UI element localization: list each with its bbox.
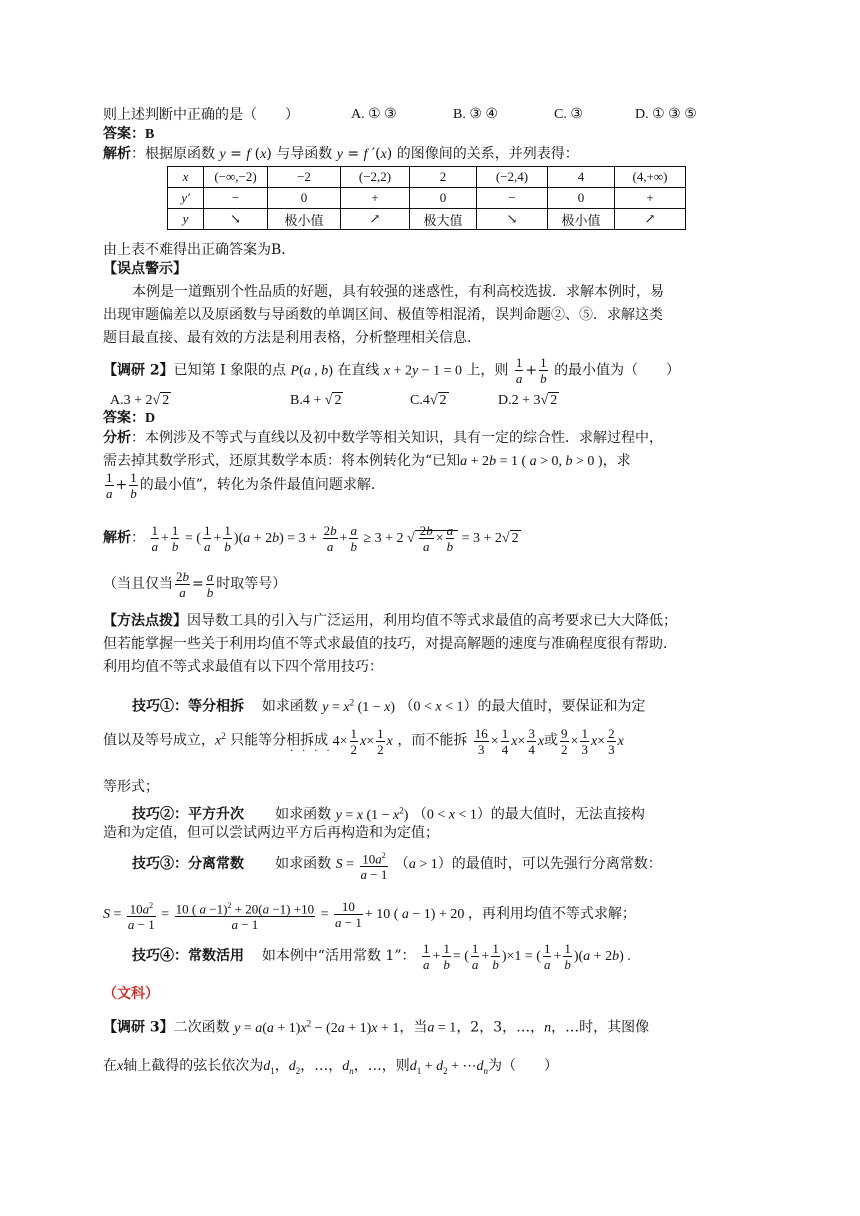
q2-solution-line: 解析： $\frac{1}{a}$ + $\frac{1}{b}$ = ( $\frac{1}{a}$ + $\frac{1}{b}$ )(a + 2b) = 3 + $\frac{2b}{a}$ + $\frac{a}{b}$ ≥ 3 + 2 √ $\frac{2b}{a}$ × $\frac{a}{b}$ = 3 + 2√ 2: [103, 523, 519, 555]
tip-2-line-1: 技巧②：平方升次 如求函数 y = x $(1 - x^2)$ （0 < x < 1）的最大值时，无法直接构: [132, 805, 645, 823]
table-cell: (−2,2): [341, 167, 410, 188]
q2-stem-c: 上，则: [466, 362, 509, 379]
table-cell: ↗: [615, 209, 686, 230]
tip-4-line-1: 技巧④：常数活用 如本例中“活用常数 1”： $\frac{1}{a}$ + $\frac{1}{b}$ = ( $\frac{1}{a}$ + $\frac{1}{b}$ )×1 = ( $\frac{1}{a}$ + $\frac{1}{b}$ )(a + 2b) .: [132, 941, 631, 973]
q2-analysis-text-2b: ，求: [602, 453, 631, 469]
q2-analysis-line-2: 需去掉其数学形式，还原其数学本质：将本例转化为“已知a + 2b = 1 ( a > 0, b > 0 )，求: [103, 453, 631, 469]
table-row: [168, 209, 686, 230]
q3-text-2a: 在: [103, 1058, 117, 1074]
tips-title: 【方法点拨】: [103, 613, 187, 629]
q1-answer: B: [145, 127, 155, 142]
q3-line-2: 在x轴上截得的弦长依次为$d_1$，$d_2$，…，$d_n$，…，则$d_1 + d_2$ + $\cdots d_n$为（ ）: [103, 1058, 559, 1076]
q1-option-a: A. ① ③: [351, 107, 397, 122]
table-cell: +: [341, 188, 410, 209]
warning-title: 【误点警示】: [103, 261, 187, 277]
q3-text-1a: 二次函数: [173, 1019, 230, 1036]
q2-stem-a: 已知第 I 象限的点: [173, 362, 287, 379]
q2-answer-label: 答案：: [103, 410, 145, 426]
warning-line-3: 题目最直接、最有效的方法是利用表格，分析整理相关信息．: [103, 330, 481, 346]
wenke-label: （文科）: [103, 986, 159, 1002]
q3-line-1: 【调研 3】二次函数 $y = a(a + 1)x^2 - (2a + 1)x + 1$，当a = 1，2，3，…，n，…时，其图像: [103, 1018, 650, 1036]
tip-3-name: 技巧③：分离常数: [132, 856, 244, 872]
tip-3-text-b: 的最值时，可以先强行分离常数：: [451, 856, 662, 872]
table-cell: 0: [410, 188, 477, 209]
q1-conclusion: 由上表不难得出正确答案为B．: [103, 242, 296, 258]
q2-stem-b: 在直线: [337, 362, 380, 379]
q3-title: 【调研 3】: [103, 1019, 174, 1036]
table-cell: ↘: [204, 209, 268, 230]
q2-option-b: B.4 + √ 2: [290, 393, 342, 408]
q3-text-2c: ，…，则: [353, 1058, 410, 1074]
tip-3-line-2: S = $\frac{10a^2}{a - 1}$ = $\frac{10 ( a -1)^2 + 20(a -1) +10}{a - 1}$ = $\frac{10}{a - 1}$ + 10 ( a − 1) + 20 ，再利用均值不等式求解；: [103, 899, 636, 932]
tip-1-line-2: 值以及等号成立，$x^2$ 只能等分相拆成 4× $\frac{1}{2}$ x× $\frac{1}{2}$ x ，而不能拆 $\frac{16}{3}$ × $\frac{1}{4}$ x× $\frac{3}{4}$ x或 $\frac{9}{2}$ × $\frac{1}{3}$ x× $\frac{2}{3}$ x: [103, 725, 624, 757]
tip-1-text-b: 的最大值时，要保证和为定: [477, 698, 646, 715]
tip-3-text-c: ，再利用均值不等式求解；: [467, 906, 636, 922]
table-cell: x: [168, 167, 204, 188]
q1-analysis-label: 解析: [103, 146, 131, 162]
table-cell: 极大值: [410, 209, 477, 230]
tip-1-line-1: 技巧①：等分相拆 如求函数 $y = x^2$ (1 − x) （0 < x < 1）的最大值时，要保证和为定: [132, 697, 646, 715]
q3-text-1c: ，2，3，…，: [456, 1019, 545, 1036]
q1-analysis-text-b: 与导函数: [276, 146, 333, 162]
q2-equality-a: （当且仅当: [103, 576, 173, 592]
q2-analysis-line-1: [103, 430, 663, 446]
q1-answer-label: 答案：: [103, 126, 145, 142]
table-cell: 2: [410, 167, 477, 188]
tip-2-name: 技巧②：平方升次: [132, 806, 244, 823]
q3-text-1b: ，当: [399, 1019, 428, 1036]
q1-stem-line: [103, 107, 299, 123]
q2-option-a: A.3 + 2√ 2: [110, 393, 170, 408]
tip-2-text-b: 的最大值时，无法直接构: [490, 806, 645, 823]
q1-analysis-text-c: 的图像间的关系，并列表得：: [396, 146, 579, 162]
q3-text-2d: 为（ ）: [488, 1058, 559, 1074]
table-cell: −2: [268, 167, 341, 188]
table-row: [168, 167, 686, 188]
q1-option-b: B. ③ ④: [453, 107, 498, 122]
q3-text-2b: 轴上截得的弦长依次为: [123, 1058, 264, 1074]
q2-answer: D: [145, 411, 156, 426]
emphasis-dots: ····: [290, 746, 339, 757]
q2-analysis-label: 分析: [103, 430, 131, 446]
q2-analysis-text-1: ：本例涉及不等式与直线以及初中数学等相关知识，具有一定的综合性．求解过程中，: [131, 430, 663, 446]
tip-4-text-a: 如本例中“活用常数 1”：: [261, 948, 416, 964]
q1-answer-line: [103, 126, 154, 143]
tip-1-text-c: 值以及等号成立，: [103, 732, 215, 749]
q1-option-c: C. ③: [554, 107, 583, 122]
tip-3-text-a: 如求函数: [275, 856, 332, 872]
q1-option-d: D. ① ③ ⑤: [635, 107, 697, 122]
table-row: [168, 188, 686, 209]
tip-2-line-2: 造和为定值，但可以尝试两边平方后再构造和为定值；: [103, 825, 439, 841]
tip-2-text-a: 如求函数: [275, 806, 332, 823]
table-cell: 0: [268, 188, 341, 209]
table-cell: 0: [548, 188, 615, 209]
q2-equality-line: （当且仅当 $\frac{2b}{a}$ = $\frac{a}{b}$ 时取等号）: [103, 568, 287, 600]
warning-line-2: 出现审题偏差以及原函数与导函数的单调区间、极值等相混淆，误判命题②、⑤．求解这类: [103, 307, 663, 323]
q1-analysis-text-a: ：根据原函数: [131, 146, 215, 162]
q1-analysis-line: 解析：根据原函数 y = f (x) 与导函数 y = f ′(x) 的图像间的关系，并列表得：: [103, 146, 579, 162]
table-cell: 4: [548, 167, 615, 188]
table-cell: (−2,4): [477, 167, 548, 188]
tips-line-2: 但若能掌握一些关于利用均值不等式求最值的技巧，对提高解题的速度与准确程度很有帮助．: [103, 636, 677, 652]
tip-1-line-3: 等形式；: [103, 779, 159, 795]
table-cell: ↗: [341, 209, 410, 230]
q2-analysis-text-2a: 需去掉其数学形式，还原其数学本质：将本例转化为“已知: [103, 453, 461, 469]
tip-1-name: 技巧①：等分相拆: [132, 698, 244, 715]
q2-analysis-line-3: $\frac{1}{a}$ + $\frac{1}{b}$ 的最小值”，转化为条件最值问题求解．: [106, 469, 385, 501]
table-cell: y′: [168, 188, 204, 209]
q2-analysis-text-3: 的最小值”，转化为条件最值问题求解．: [139, 477, 385, 493]
table-cell: ↘: [477, 209, 548, 230]
q2-equality-b: 时取等号）: [216, 576, 287, 592]
tips-line-1: [103, 613, 677, 629]
q2-option-c: C.4√ 2: [410, 393, 447, 408]
table-cell: (4,+∞): [615, 167, 686, 188]
table-cell: −: [204, 188, 268, 209]
variation-table: [167, 166, 686, 230]
table-cell: (−∞,−2): [204, 167, 268, 188]
table-cell: 极小值: [548, 209, 615, 230]
q2-stem-d: 的最小值为（ ）: [554, 362, 681, 379]
tip-1-text-a: 如求函数: [261, 698, 318, 715]
warning-line-1: 本例是一道甄别个性品质的好题，具有较强的迷惑性，有利高校选拔．求解本例时，易: [132, 284, 664, 300]
q2-solution-label: 解析: [103, 530, 131, 546]
table-cell: −: [477, 188, 548, 209]
q2-title: 【调研 2】: [103, 362, 174, 379]
tip-1-text-f: 或: [544, 732, 559, 749]
tips-line-3: 利用均值不等式求最值有以下四个常用技巧：: [103, 659, 383, 675]
q2-option-d: D.2 + 3√ 2: [498, 393, 558, 408]
q2-stem-line: 【调研 2】已知第 I 象限的点 P(a , b) 在直线 x + 2y − 1 = 0 上，则 $\frac{1}{a}$ + $\frac{1}{b}$ 的最小值为（ ）: [103, 355, 681, 386]
tip-4-name: 技巧④：常数活用: [132, 948, 244, 964]
tip-1-text-e: ，而不能拆: [397, 732, 468, 749]
table-cell: y: [168, 209, 204, 230]
table-cell: 极小值: [268, 209, 341, 230]
tips-text-1: 因导数工具的引入与广泛运用，利用均值不等式求最值的高考要求已大大降低；: [187, 613, 677, 629]
q3-text-1d: ，…时，其图像: [551, 1019, 650, 1036]
tip-1-text-d: 只能等分相拆成: [230, 732, 329, 749]
tip-3-line-1: 技巧③：分离常数 如求函数 S = $\frac{10a^2}{a - 1}$ （a > 1）的最值时，可以先强行分离常数：: [132, 844, 662, 885]
table-cell: +: [615, 188, 686, 209]
q2-answer-line: [103, 410, 155, 427]
q1-stem: 则上述判断中正确的是（ ）: [103, 107, 299, 123]
